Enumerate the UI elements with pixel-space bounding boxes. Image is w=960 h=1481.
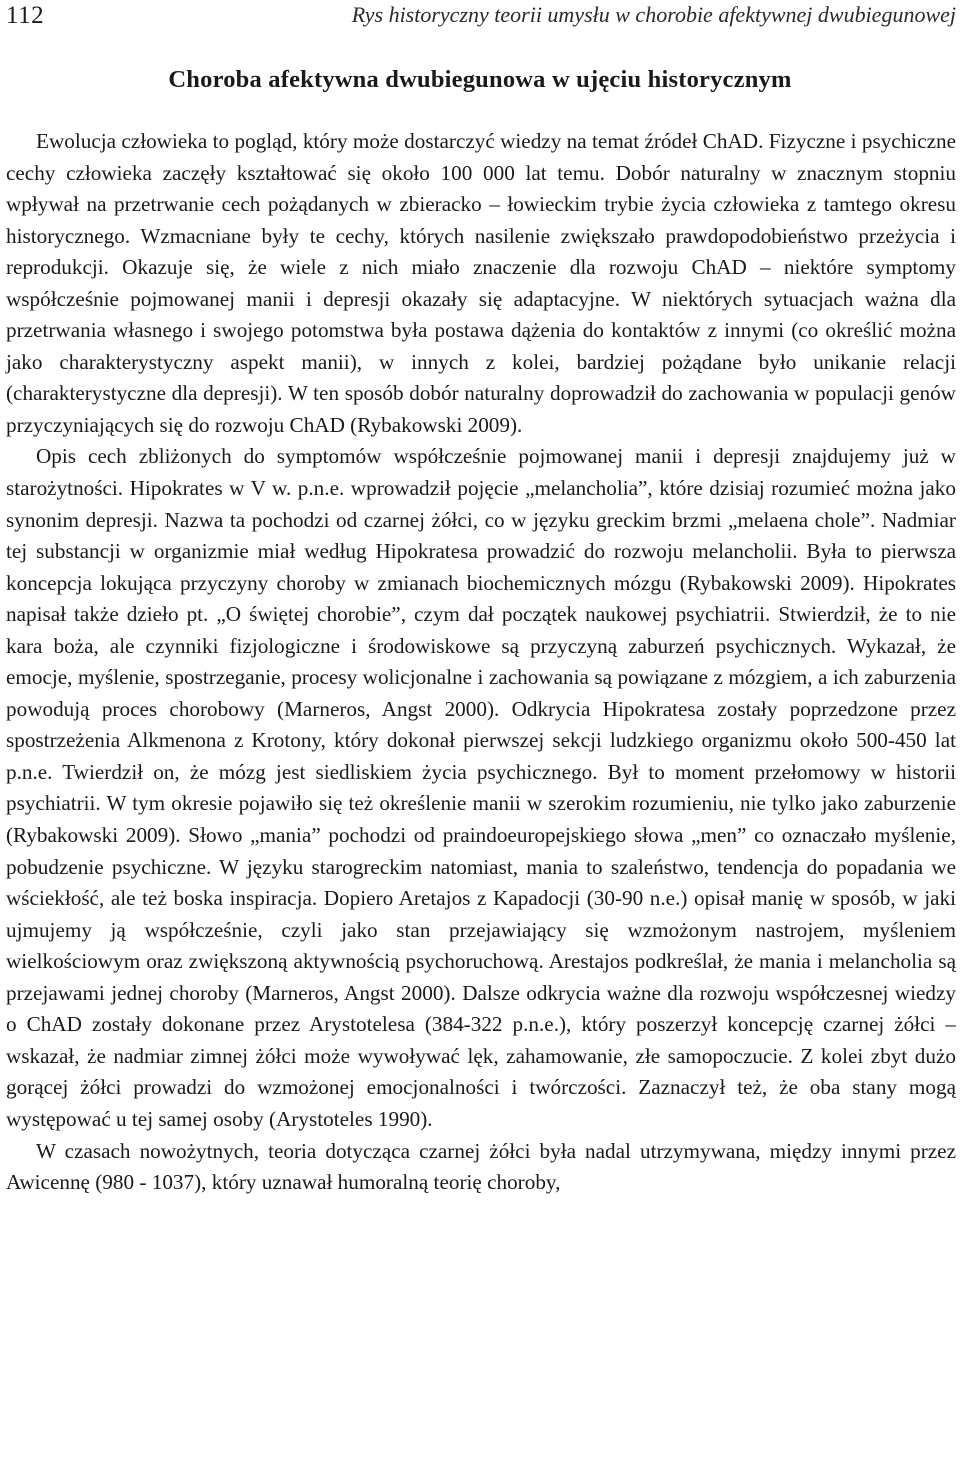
running-header: Rys historyczny teorii umysłu w chorobie afektywnej dwubiegunowej: [351, 2, 956, 27]
paragraph-3: W czasach nowożytnych, teoria dotycząca czarnej żółci była nadal utrzymywana, między innymi przez Awicennę (980 - 1037), który uznawał humoralną teorię choroby,: [6, 1138, 956, 1195]
page-number: 112: [6, 2, 45, 29]
paragraph-1: Ewolucja człowieka to pogląd, który może dostarczyć wiedzy na temat źródeł ChAD. Fizyczne i psychiczne cechy człowieka zaczęły kształtować się około 100 000 lat temu. Dobór naturalny w znacznym stopniu wpływał na przetrwanie cech pożądanych w zbieracko – łowieckim trybie życia człowieka z tamtego okresu historycznego. Wzmacniane były te cechy, których nasilenie zwiększało prawdopodobieństwo przeżycia i reprodukcji. Okazuje się, że wiele z nich miało znaczenie dla rozwoju ChAD – niektóre symptomy współcześnie pojmowanej manii i depresji okazały się adaptacyjne. W niektórych sytuacjach ważna dla przetrwania własnego i swojego potomstwa była postawa dążenia do kontaktów z innymi (co określić można jako charakterystyczny aspekt manii), w innych z kolei, bardziej pożądane było unikanie relacji (charakterystyczne dla depresji). W ten sposób dobór naturalny doprowadził do zachowania w populacji genów przyczyniających się do rozwoju ChAD (Rybakowski 2009).: [6, 129, 956, 437]
section-title: Choroba afektywna dwubiegunowa w ujęciu historycznym: [168, 66, 792, 93]
paragraph-2: Opis cech zbliżonych do symptomów współcześnie pojmowanej manii i depresji znajdujemy już w starożytności. Hipokrates w V w. p.n.e. wprowadził pojęcie „melancholia”, które dzisiaj rozumieć można jako synonim depresji. Nazwa ta pochodzi od czarnej żółci, co w języku greckim brzmi „melaena chole”. Nadmiar tej substancji w organizmie miał według Hipokratesa prowadzić do rozwoju melancholii. Była to pierwsza koncepcja lokująca przyczyny choroby w zmianach biochemicznych mózgu (Rybakowski 2009). Hipokrates napisał także dzieło pt. „O świętej chorobie”, czym dał początek naukowej psychiatrii. Stwierdził, że to nie kara boża, ale czynniki fizjologiczne i środowiskowe są przyczyną zaburzeń psychicznych. Wykazał, że emocje, myślenie, spostrzeganie, procesy wolicjonalne i zachowania są powiązane z mózgiem, a ich zaburzenia powodują proces chorobowy (Marneros, Angst 2000). Odkrycia Hipokratesa zostały poprzedzone przez spostrzeżenia Alkmenona z Krotony, który dokonał pierwszej sekcji ludzkiego organizmu około 500-450 lat p.n.e. Twierdził on, że mózg jest siedliskiem życia psychicznego. Był to moment przełomowy w historii psychiatrii. W tym okresie pojawiło się też określenie manii w szerokim rozumieniu, nie tylko jako zaburzenie (Rybakowski 2009). Słowo „mania” pochodzi od praindoeuropejskiego słowa „men” co oznaczało myślenie, pobudzenie psychiczne. W języku starogreckim natomiast, mania to szaleństwo, tendencja do popadania we wściekłość, ale też boska inspiracja. Dopiero Aretajos z Kapadocji (30-90 n.e.) opisał manię w sposób, w jaki ujmujemy ją współcześnie, czyli jako stan przejawiający się wzmożonym nastrojem, myśleniem wielkościowym oraz zwiększoną aktywnością psychoruchową. Arestajos podkreślał, że mania i melancholia są przejawami jednej choroby (Marneros, Angst 2000). Dalsze odkrycia ważne dla rozwoju współczesnej wiedzy o ChAD zostały dokonane przez Arystotelesa (384-322 p.n.e.), który poszerzył koncepcję czarnej żółci – wskazał, że nadmiar zimnej żółci może wywoływać lęk, zahamowanie, złe samopoczucie. Z kolei zbyt dużo gorącej żółci prowadzi do wzmożonej emocjonalności i twórczości. Zaznaczył też, że oba stany mogą występować u tej samej osoby (Arystoteles 1990).: [6, 444, 956, 1131]
body-text: [6, 126, 956, 1199]
